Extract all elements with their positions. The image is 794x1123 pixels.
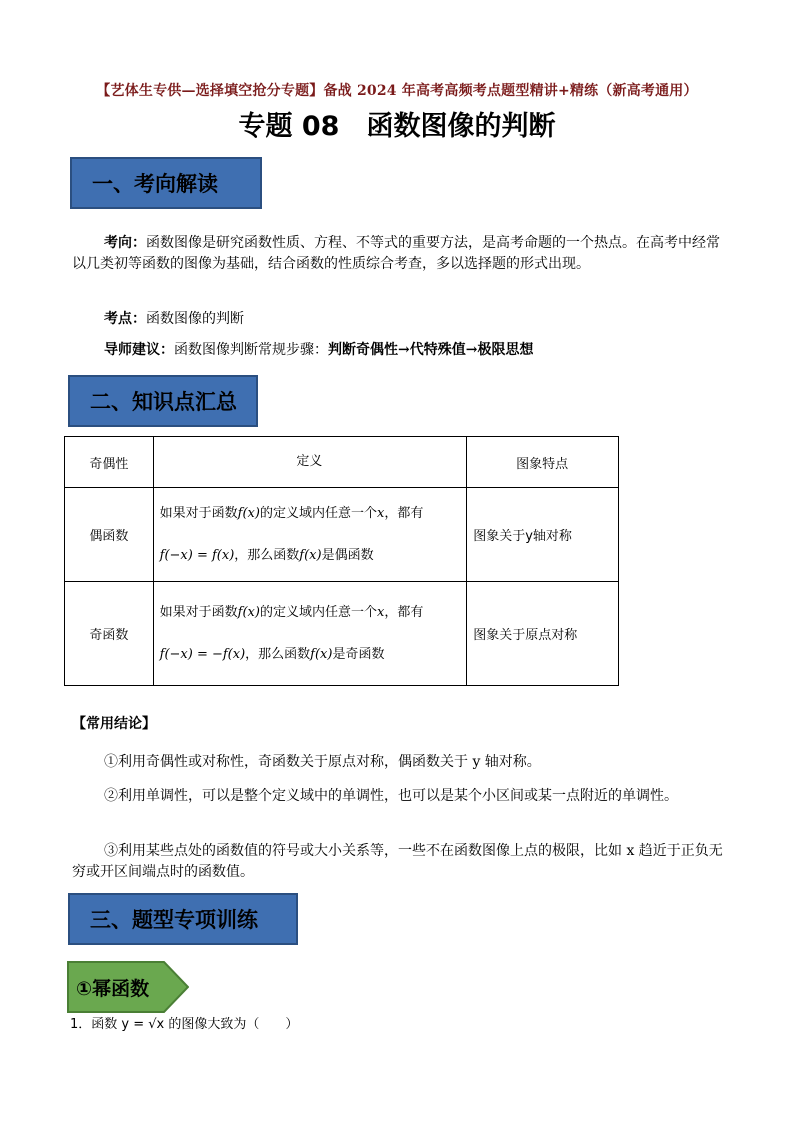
table-header-cell: 定义 [153,437,467,488]
definition-cell [153,582,467,686]
conclusion-item: ②利用单调性，可以是整个定义域中的单调性，也可以是某个小区间或某一点附近的单调性。 [104,788,678,804]
conclusion-item: ①利用奇偶性或对称性，奇函数关于原点对称，偶函数关于 y 轴对称。 [104,754,541,770]
section-heading-3: 三、题型专项训练 [68,893,298,945]
knowledge-table [64,436,619,686]
parity-name-cell: 奇函数 [65,582,154,686]
kaodian-paragraph [104,309,244,330]
advice-paragraph [104,340,533,361]
section-heading-1: 一、考向解读 [70,157,262,209]
definition-line-2: f(−x) = −f(x)，那么函数f(x)是奇函数 [159,646,385,662]
definition-line-1: 如果对于函数f(x)的定义域内任意一个x，都有 [159,505,424,521]
conclusions-title: 【常用结论】 [72,716,156,732]
definition-line-2: f(−x) = f(x)，那么函数f(x)是偶函数 [159,547,374,563]
table-header-row [65,437,619,488]
page-title: 专题 08 函数图像的判断 [238,111,556,142]
conclusion-item: ③利用某些点处的函数值的符号或大小关系等，一些不在函数图像上点的极限，比如 x 趋近于正负无穷或开区间端点时的函数值。 [72,843,723,880]
parity-name-cell: 偶函数 [65,488,154,582]
advice-text: 函数图像判断常规步骤： [174,342,328,358]
kaoxiang-text: 函数图像是研究函数性质、方程、不等式的重要方法，是高考命题的一个热点。在高考中经常以几类初等函数的图像为基础，结合函数的性质综合考查，多以选择题的形式出现。 [72,235,720,272]
table-header-cell: 图象特点 [467,437,619,488]
kaoxiang-paragraph [72,233,724,275]
question-1: 1．函数 y = √x 的图像大致为（ ） [70,1017,299,1032]
section-heading-2: 二、知识点汇总 [68,375,258,427]
definition-cell [153,488,467,582]
table-header-cell: 奇偶性 [65,437,154,488]
kaodian-text: 函数图像的判断 [146,311,244,327]
kaoxiang-label: 考向： [104,235,146,251]
advice-label: 导师建议： [104,342,174,358]
tag-label: ①幂函数 [76,978,150,1000]
kaodian-label: 考点： [104,311,146,327]
table-row [65,582,619,686]
table-row [65,488,619,582]
advice-steps: 判断奇偶性→代特殊值→极限思想 [328,342,534,358]
header-banner: 【艺体生专供—选择填空抢分专题】备战 2024 年高考高频考点题型精讲+精练（新高考通用） [96,83,698,99]
definition-line-1: 如果对于函数f(x)的定义域内任意一个x，都有 [159,604,424,620]
feature-cell: 图象关于y轴对称 [467,488,619,582]
feature-cell: 图象关于原点对称 [467,582,619,686]
